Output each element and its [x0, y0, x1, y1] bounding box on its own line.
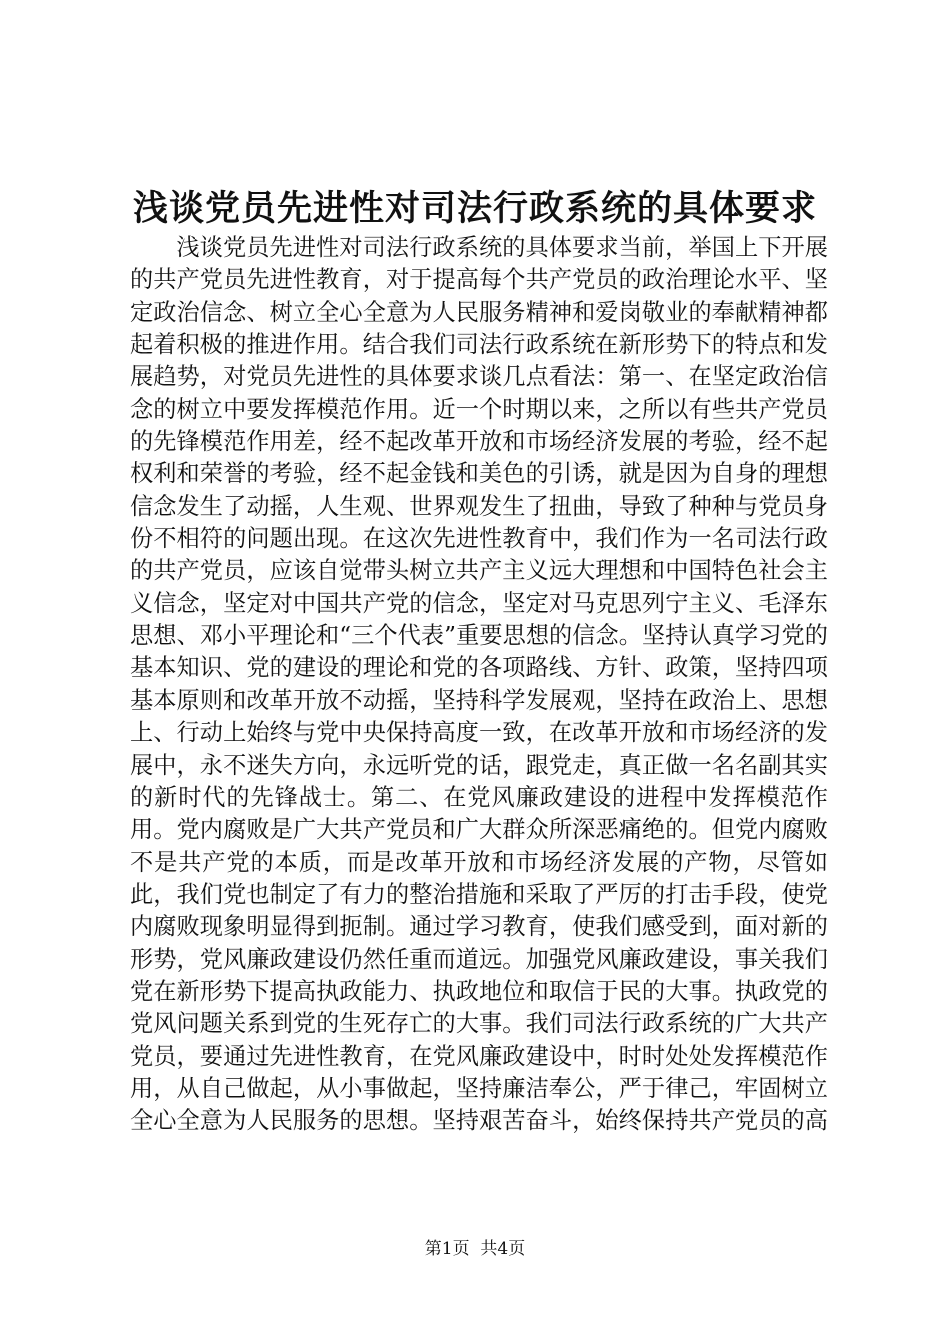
page-footer: 第1页 共4页 — [424, 1239, 526, 1259]
document-body: 浅谈党员先进性对司法行政系统的具体要求当前，举国上下开展的共产党员先进性教育，对于提高每个共产党员的政治理论水平、坚定政治信念、树立全心全意为人民服务精神和爱岗敬业的奉献精神都起着积极的推进作用。结合我们司法行政系统在新形势下的特点和发展趋势，对党员先进性的具体要求谈几点看法：第一、在坚定政治信念的树立中要发挥模范作用。近一个时期以来，之所以有些共产党员的先锋模范作用差，经不起改革开放和市场经济发展的考验，经不起权利和荣誉的考验，经不起金钱和美色的引诱，就是因为自身的理想信念发生了动摇，人生观、世界观发生了扭曲，导致了种种与党员身份不相符的问题出现。在这次先进性教育中，我们作为一名司法行政的共产党员，应该自觉带头树立共产主义远大理想和中国特色社会主义信念，坚定对中国共产党的信念，坚定对马克思列宁主义、毛泽东思想、邓小平理论和“三个代表”重要思想的信念。坚持认真学习党的基本知识、党的建设的理论和党的各项路线、方针、政策，坚持四项基本原则和改革开放不动摇，坚持科学发展观，坚持在政治上、思想上、行动上始终与党中央保持高度一致，在改革开放和市场经济的发展中，永不迷失方向，永远听党的话，跟党走，真正做一名名副其实的新时代的先锋战士。第二、在党风廉政建设的进程中发挥模范作用。党内腐败是广大共产党员和广大群众所深恶痛绝的。但党内腐败不是共产党的本质，而是改革开放和市场经济发展的产物，尽管如此，我们党也制定了有力的整治措施和采取了严厉的打击手段，使党内腐败现象明显得到扼制。通过学习教育，使我们感受到，面对新的形势，党风廉政建设仍然任重而道远。加强党风廉政建设，事关我们党在新形势下提高执政能力、执政地位和取信于民的大事。执政党的党风问题关系到党的生死存亡的大事。我们司法行政系统的广大共产党员，要通过先进性教育，在党风廉政建设中，时时处处发挥模范作用，从自己做起，从小事做起，坚持廉洁奉公，严于律己，牢固树立全心全意为人民服务的思想。坚持艰苦奋斗，始终保持共产党员的高 — [130, 234, 828, 1135]
document-title: 浅谈党员先进性对司法行政系统的具体要求 — [132, 188, 817, 229]
